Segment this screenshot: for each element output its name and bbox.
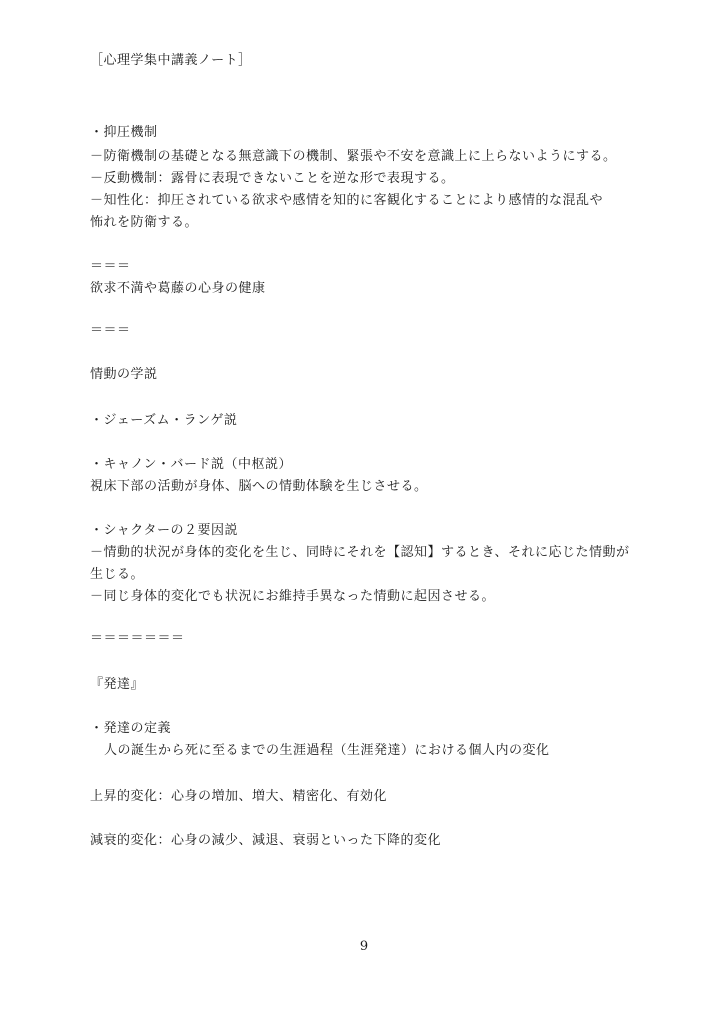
declining-change: 減衰的変化：心身の減少、減退、衰弱といった下降的変化 — [90, 833, 442, 848]
cannon-bard-heading: ・キャノン・バード説（中枢説） — [90, 457, 292, 472]
ascending-change: 上昇的変化：心身の増加、増大、精密化、有効化 — [90, 789, 388, 804]
repression-heading: ・抑圧機制 — [90, 125, 158, 140]
divider-3: ＝＝＝＝＝＝＝ — [90, 631, 185, 646]
page-number: 9 — [359, 939, 369, 954]
schachter-heading: ・シャクターの２要因説 — [90, 523, 238, 538]
emotion-theory-heading: 情動の学説 — [90, 367, 158, 382]
schachter-line-1: －情動的状況が身体的変化を生じ、同時にそれを【認知】するとき、それに応じた情動が — [90, 545, 630, 560]
development-definition-line: 人の誕生から死に至るまでの生涯過程（生涯発達）における個人内の変化 — [104, 743, 550, 758]
repression-line-2: －反動機制：露骨に表現できないことを逆な形で表現する。 — [90, 171, 455, 186]
james-lange-theory: ・ジェーズム・ランゲ説 — [90, 413, 238, 428]
schachter-line-3: －同じ身体的変化でも状況にお維持手異なった情動に起因させる。 — [90, 589, 496, 604]
cannon-bard-line: 視床下部の活動が身体、脳への情動体験を生じさせる。 — [90, 479, 428, 494]
development-heading: 『発達』 — [90, 677, 145, 692]
document-title: ［心理学集中講義ノート］ — [90, 53, 252, 68]
schachter-line-2: 生じる。 — [90, 567, 145, 582]
repression-line-3: －知性化：抑圧されている欲求や感情を知的に客観化することにより感情的な混乱や — [90, 193, 604, 208]
development-definition-heading: ・発達の定義 — [90, 721, 172, 736]
frustration-heading: 欲求不満や葛藤の心身の健康 — [90, 281, 266, 296]
divider-2: ＝＝＝ — [90, 323, 131, 338]
repression-line-4: 怖れを防衛する。 — [90, 215, 199, 230]
repression-line-1: －防衛機制の基礎となる無意識下の機制、緊張や不安を意識上に上らないようにする。 — [90, 149, 617, 164]
divider-1: ＝＝＝ — [90, 259, 131, 274]
